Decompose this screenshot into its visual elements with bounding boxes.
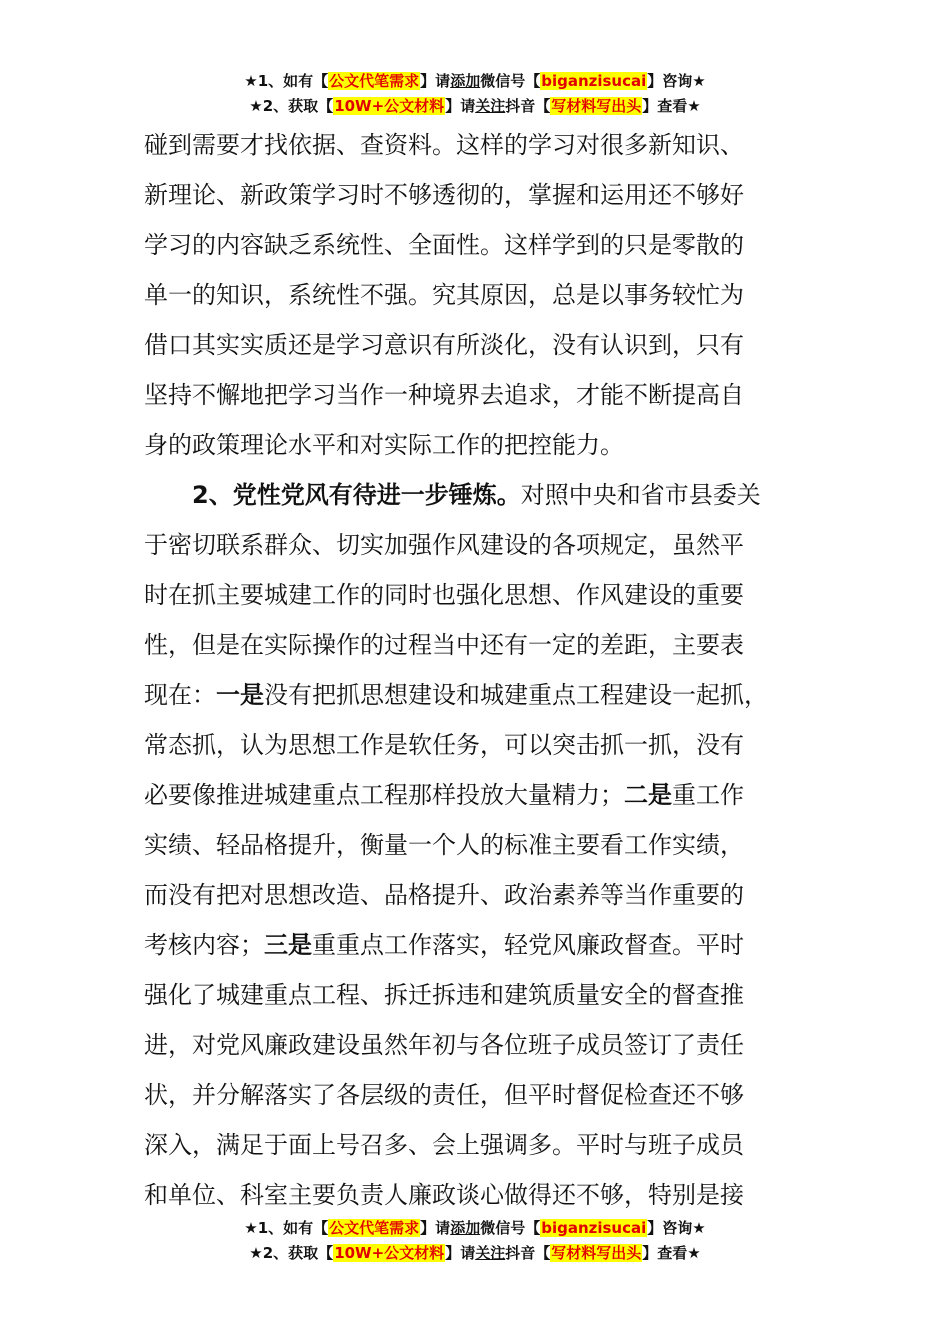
point-label: 三是: [264, 931, 312, 959]
banner-highlight: 10W+公文材料: [334, 97, 445, 115]
header-banner: [0, 69, 950, 119]
text-line: 强化了城建重点工程、拆迁拆违和建筑质量安全的督查推: [144, 981, 744, 1009]
section-heading: 2、党性党风有待进一步锤炼。: [192, 481, 521, 509]
text-line: 碰到需要才找依据、查资料。这样的学习对很多新知识、: [144, 131, 744, 159]
text-line: 必要像推进城建重点工程那样投放大量精力；二是重工作: [144, 781, 744, 809]
banner-highlight: 公文代笔需求: [329, 1219, 420, 1237]
document-body: [144, 120, 834, 1220]
text-line: 性，但是在实际操作的过程当中还有一定的差距，主要表: [144, 631, 744, 659]
text-line: 借口其实实质还是学习意识有所淡化，没有认识到，只有: [144, 331, 744, 359]
wechat-id: biganzisucai: [541, 72, 647, 90]
text-line: 于密切联系群众、切实加强作风建设的各项规定，虽然平: [144, 531, 744, 559]
text-line: 时在抓主要城建工作的同时也强化思想、作风建设的重要: [144, 581, 744, 609]
point-label: 二是: [624, 781, 672, 809]
text-line: 现在：一是没有把抓思想建设和城建重点工程建设一起抓，: [144, 681, 768, 709]
text-line: 学习的内容缺乏系统性、全面性。这样学到的只是零散的: [144, 231, 744, 259]
footer-banner: [0, 1216, 950, 1266]
text-line: 考核内容；三是重重点工作落实，轻党风廉政督查。平时: [144, 931, 744, 959]
text-line: 而没有把对思想改造、品格提升、政治素养等当作重要的: [144, 881, 744, 909]
text-line: 单一的知识，系统性不强。究其原因，总是以事务较忙为: [144, 281, 744, 309]
banner-highlight: 10W+公文材料: [334, 1244, 445, 1262]
banner-line-2: ★2、获取【10W+公文材料】请关注抖音【写材料写出头】查看★: [249, 1244, 701, 1262]
douyin-name: 写材料写出头: [551, 97, 642, 115]
text-line: 和单位、科室主要负责人廉政谈心做得还不够，特别是接: [144, 1181, 744, 1209]
paragraph-2: [144, 470, 834, 1220]
text-line: 新理论、新政策学习时不够透彻的，掌握和运用还不够好: [144, 181, 744, 209]
text-line: 状，并分解落实了各层级的责任，但平时督促检查还不够: [144, 1081, 744, 1109]
text-line: 进，对党风廉政建设虽然年初与各位班子成员签订了责任: [144, 1031, 744, 1059]
banner-line-1: ★1、如有【公文代笔需求】请添加微信号【biganzisucai】咨询★: [244, 72, 706, 90]
point-label: 一是: [216, 681, 264, 709]
text-line: 实绩、轻品格提升，衡量一个人的标准主要看工作实绩，: [144, 831, 744, 859]
douyin-name: 写材料写出头: [551, 1244, 642, 1262]
wechat-id: biganzisucai: [541, 1219, 647, 1237]
banner-line-1: ★1、如有【公文代笔需求】请添加微信号【biganzisucai】咨询★: [244, 1219, 706, 1237]
text-line: 身的政策理论水平和对实际工作的把控能力。: [144, 431, 624, 459]
paragraph-1: [144, 120, 834, 470]
text-line: 2、党性党风有待进一步锤炼。对照中央和省市县委关: [192, 481, 761, 509]
banner-highlight: 公文代笔需求: [329, 72, 420, 90]
text-line: 常态抓，认为思想工作是软任务，可以突击抓一抓，没有: [144, 731, 744, 759]
banner-line-2: ★2、获取【10W+公文材料】请关注抖音【写材料写出头】查看★: [249, 97, 701, 115]
text-line: 坚持不懈地把学习当作一种境界去追求，才能不断提高自: [144, 381, 744, 409]
text-line: 深入，满足于面上号召多、会上强调多。平时与班子成员: [144, 1131, 744, 1159]
